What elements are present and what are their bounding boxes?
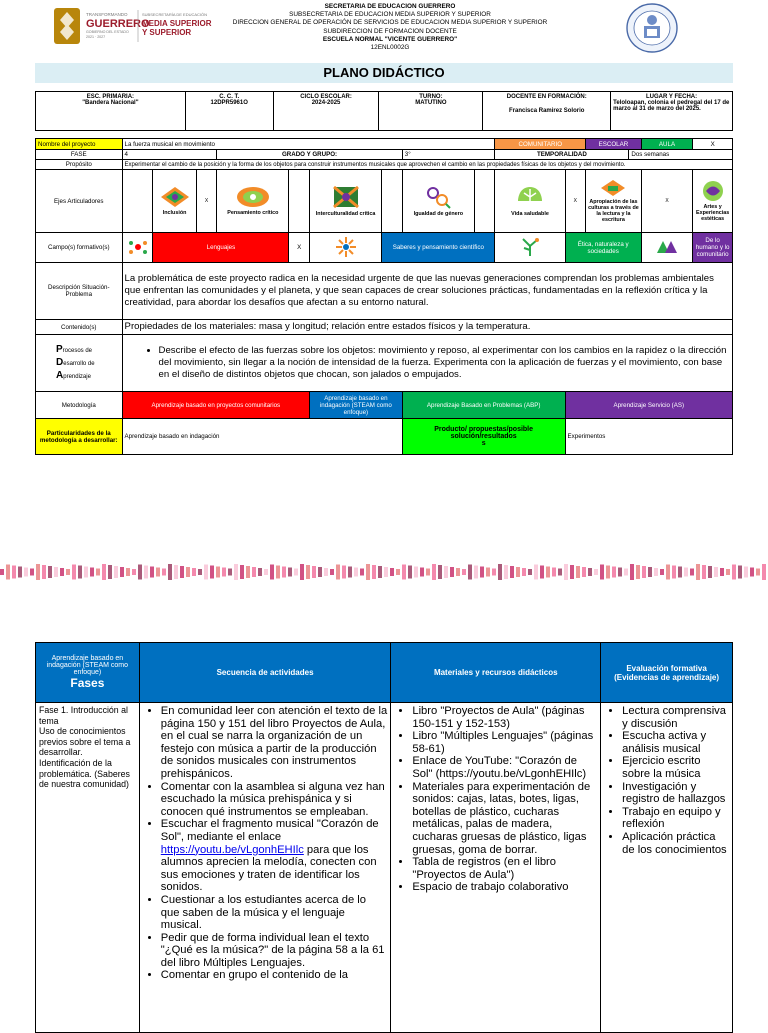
field-ethics: Ética, naturaleza y sociedades [565, 233, 641, 263]
activity-item: • Escuchar el fragmento musical "Corazón de Sol", mediante el enlace https://youtu.be/vLgonhEHIlc para que los alumnos aprecien la melodía, conecten con sus emociones y traten de identificar los sonidos. [161, 818, 388, 894]
arts-icon [698, 180, 728, 202]
activities-header: Secuencia de actividades [139, 643, 391, 703]
field-label: Campo(s) formativo(s) [36, 233, 123, 263]
border-stitch [264, 569, 268, 575]
border-stitch [168, 564, 172, 580]
activity-item: • Cuestionar a los estudiantes acerca de lo que saben de la música y el lenguaje musical. [161, 894, 388, 932]
border-stitch [420, 568, 424, 577]
svg-text:2021 · 2027: 2021 · 2027 [86, 35, 106, 39]
border-stitch [210, 566, 214, 579]
activities-cell [139, 703, 391, 1033]
border-stitch [438, 565, 442, 579]
border-stitch [618, 568, 622, 577]
border-stitch [114, 566, 118, 578]
border-stitch [174, 565, 178, 579]
content-label: Contenido(s) [36, 320, 123, 335]
svg-text:GOBIERNO DEL ESTADO: GOBIERNO DEL ESTADO [86, 30, 129, 34]
border-stitch [558, 569, 562, 576]
border-stitch [492, 569, 496, 576]
border-stitch [654, 568, 658, 576]
science-field-icon [335, 236, 357, 258]
phase-value: 4 [122, 150, 217, 160]
ethics-field-icon [519, 236, 541, 258]
methodology-problems: Aprendizaje Basado en Problemas (ABP) [402, 392, 565, 419]
field-science: Saberes y pensamiento científico [382, 233, 495, 263]
purpose-label: Propósito [36, 160, 123, 170]
border-stitch [312, 566, 316, 578]
scope-school: ESCOLAR [586, 139, 642, 150]
border-stitch [180, 566, 184, 578]
header-line: SUBDIRECCION DE FORMACION DOCENTE [323, 27, 457, 35]
border-stitch [192, 568, 196, 576]
evaluation-item: • Trabajo en equipo y reflexión [622, 806, 729, 831]
material-item: • Enlace de YouTube: "Corazón de Sol" (https://youtu.be/vLgonhEHIlc) [412, 755, 597, 780]
school-cell: ESC. PRIMARIA: "Bandera Nacional" [36, 92, 186, 131]
evaluation-item: • Investigación y registro de hallazgos [622, 781, 729, 806]
border-stitch [276, 566, 280, 579]
border-stitch [516, 567, 520, 577]
border-stitch [366, 564, 370, 580]
border-stitch [12, 566, 16, 579]
phase-1-cell: Fase 1. Introducción al tema Uso de conocimientos previos sobre el tema a desarrollar. Identificación de la problemática. (Saberes de nuestra comunidad) [36, 703, 140, 1033]
product-value: Experimentos [565, 419, 732, 455]
project-name-label: Nombre del proyecto [36, 139, 123, 150]
cultures-reading-icon [600, 179, 626, 197]
pda-label: Procesos de Desarrollo de Aprendizaje [36, 335, 123, 392]
field-languages: Lenguajes [153, 233, 289, 263]
header-line: ESCUELA NORMAL "VICENTE GUERRERO" [322, 35, 458, 43]
border-stitch [642, 566, 646, 578]
svg-text:SUBSECRETARÍA DE EDUCACIÓN: SUBSECRETARÍA DE EDUCACIÓN [142, 12, 208, 17]
border-stitch [636, 565, 640, 579]
methodology-service: Aprendizaje Servicio (AS) [565, 392, 732, 419]
page-title: PLANO DIDÁCTICO [35, 63, 733, 83]
border-stitch [372, 565, 376, 579]
activity-sequence-table [35, 642, 733, 1033]
duration-value: Dos semanas [629, 150, 733, 160]
border-stitch [132, 569, 136, 575]
scope-classroom: AULA [641, 139, 693, 150]
border-stitch [504, 565, 508, 579]
border-stitch [726, 569, 730, 575]
border-stitch [564, 564, 568, 580]
project-name-value: La fuerza musical en movimiento [122, 139, 495, 150]
duration-label: TEMPORALIDAD [495, 150, 629, 160]
teacher-cell: DOCENTE EN FORMACIÓN: Francisca Ramirez Solorio [483, 92, 611, 131]
field-mark: X [289, 233, 310, 263]
border-stitch [570, 565, 574, 579]
border-stitch [522, 568, 526, 576]
cct-cell: C. C. T. 12DPR5961O [185, 92, 273, 131]
border-stitch [258, 568, 262, 576]
header-line: SUBSECRETARIA DE EDUCACION MEDIA SUPERIOR Y SUPERIOR [289, 11, 491, 19]
border-stitch [708, 566, 712, 578]
border-stitch [354, 568, 358, 577]
border-stitch [282, 567, 286, 578]
border-stitch [6, 565, 10, 580]
border-stitch [744, 567, 748, 578]
border-stitch [630, 564, 634, 580]
border-stitch [624, 569, 628, 576]
border-stitch [24, 568, 28, 577]
border-stitch [702, 565, 706, 579]
guerrero-logo [52, 6, 212, 46]
border-stitch [720, 568, 724, 576]
border-stitch [498, 564, 502, 580]
border-stitch [138, 565, 142, 580]
axis-mark: X [565, 170, 586, 233]
border-stitch [246, 566, 250, 578]
border-stitch [318, 567, 322, 577]
border-stitch [120, 567, 124, 577]
axis-interculturality: Interculturalidad crítica [310, 170, 382, 233]
problem-description: La problemática de este proyecto radica en la necesidad urgente de que las nuevas generaciones comprendan los problemas ambientales que enfrentan las comunidades y el planeta, y que sean capaces de crear soluciones prácticas, fundamentadas en la reflexión crítica y la creatividad, para abordar los desafíos que afectan a su entorno natural. [122, 263, 732, 320]
evaluation-item: • Lectura comprensiva y discusión [622, 705, 729, 730]
material-item: • Tabla de registros (en el libro "Proyectos de Aula") [412, 856, 597, 881]
border-stitch [240, 565, 244, 579]
pda-item: • Describe el efecto de las fuerzas sobre los objetos: movimiento y reposo, al experimentar con los cambios en la rapidez o la dirección del movimiento, sin llegar a la noción de intensidad de la fuerza. Experimenta con la aplicación de fuerzas y el movimiento, con base en el diseño de distintos objetos que chocan, son jalados o empujados. [159, 345, 730, 381]
border-stitch [588, 568, 592, 576]
border-stitch [738, 566, 742, 579]
school-info-table [35, 91, 733, 131]
cycle-cell: CICLO ESCOLAR: 2024-2025 [273, 92, 379, 131]
activity-item: • Pedir que de forma individual lean el texto "¿Qué es la música?" de la página 58 a la 61 del libro Múltiples Lenguajes. [161, 932, 388, 970]
scope-classroom-mark: X [693, 139, 733, 150]
axis-gender-equality: Igualdad de género [402, 170, 474, 233]
border-stitch [222, 568, 226, 577]
border-stitch [216, 567, 220, 578]
border-stitch [252, 567, 256, 577]
border-stitch [396, 569, 400, 575]
border-stitch [600, 565, 604, 580]
border-stitch [582, 567, 586, 577]
border-stitch [606, 566, 610, 579]
product-label: Producto/ propuestas/posible solución/resultados s [402, 419, 565, 455]
activity-item: • En comunidad leer con atención el texto de la página 150 y 151 del libro Proyectos de Aula, en el cual se narra la organización de un festejo con música a partir de la producción de sonidos musicales con instrumentos prehispánicos. [161, 705, 388, 781]
human-community-field-icon [655, 237, 679, 257]
methodology-label: Metodología [36, 392, 123, 419]
border-stitch [348, 567, 352, 578]
border-stitch [462, 569, 466, 575]
border-stitch [84, 567, 88, 578]
border-stitch [540, 566, 544, 579]
evaluation-cell [601, 703, 733, 1033]
border-stitch [336, 565, 340, 580]
border-stitch [300, 564, 304, 580]
problem-label: Descripción Situación- Problema [36, 263, 123, 320]
evaluation-header: Evaluación formativa (Evidencias de aprendizaje) [601, 643, 733, 703]
border-stitch [66, 569, 70, 575]
border-stitch [486, 568, 490, 577]
header-line: SECRETARIA DE EDUCACION GUERRERO [324, 3, 456, 10]
border-stitch [450, 567, 454, 577]
border-stitch [60, 568, 64, 576]
youtube-link[interactable]: https://youtu.be/vLgonhEHIlc [160, 843, 304, 856]
evaluation-item: • Escucha activa y análisis musical [622, 730, 729, 755]
methodology-community-projects: Aprendizaje basado en proyectos comunitarios [122, 392, 309, 419]
border-stitch [732, 565, 736, 580]
border-stitch [480, 567, 484, 578]
border-stitch [456, 568, 460, 576]
border-stitch [594, 569, 598, 575]
inclusion-icon [160, 186, 190, 208]
svg-text:TRANSFORMANDO: TRANSFORMANDO [86, 12, 128, 17]
border-stitch [534, 565, 538, 580]
border-stitch [234, 564, 238, 580]
phase-label: FASE [36, 150, 123, 160]
header-line: DIRECCION GENERAL DE OPERACIÓN DE SERVICIOS DE EDUCACION MEDIA SUPERIOR Y SUPERIOR [232, 19, 548, 27]
decorative-border [0, 560, 768, 584]
border-stitch [750, 568, 754, 577]
border-stitch [42, 565, 46, 579]
document-header [0, 0, 768, 64]
border-stitch [324, 568, 328, 576]
axis-inclusion: Inclusión [153, 170, 196, 233]
material-item: • Espacio de trabajo colaborativo [412, 881, 597, 894]
project-table [35, 138, 733, 455]
border-stitch [468, 565, 472, 580]
phases-header: Aprendizaje basado en indagación (STEAM como enfoque) Fases [36, 643, 140, 703]
border-stitch [72, 565, 76, 580]
activity-item: • Comentar con la asamblea si alguna vez han escuchado la música prehispánica y si conocen qué instrumentos se empleaban. [161, 781, 388, 819]
material-item: • Libro "Proyectos de Aula" (páginas 150-151 y 152-153) [412, 705, 597, 730]
border-stitch [660, 569, 664, 575]
border-stitch [330, 569, 334, 575]
materials-cell [391, 703, 601, 1033]
border-stitch [360, 569, 364, 576]
border-stitch [144, 566, 148, 579]
interculturality-icon [332, 185, 360, 209]
particularities-label: Particularidades de la metodología a desarrollar: [36, 419, 123, 455]
institution-lines [200, 3, 580, 52]
materials-header: Materiales y recursos didácticos [391, 643, 601, 703]
shift-cell: TURNO: MATUTINO [379, 92, 483, 131]
grade-label: GRADO Y GRUPO: [217, 150, 402, 160]
border-stitch [444, 566, 448, 578]
axis-mark: X [196, 170, 217, 233]
border-stitch [402, 565, 406, 580]
border-stitch [186, 567, 190, 577]
pda-value [122, 335, 732, 392]
axis-healthy-life: Vida saludable [495, 170, 565, 233]
border-stitch [390, 568, 394, 576]
border-stitch [126, 568, 130, 576]
border-stitch [552, 568, 556, 577]
border-stitch [108, 565, 112, 579]
border-stitch [48, 566, 52, 578]
border-stitch [18, 567, 22, 578]
school-seal-icon [624, 2, 680, 54]
methodology-inquiry: Aprendizaje basado en indagación (STEAM como enfoque) [310, 392, 403, 419]
border-stitch [204, 565, 208, 580]
border-stitch [408, 566, 412, 579]
border-stitch [384, 567, 388, 577]
border-stitch [294, 569, 298, 576]
border-stitch [30, 569, 34, 576]
border-stitch [78, 566, 82, 579]
border-stitch [576, 566, 580, 578]
border-stitch [690, 569, 694, 576]
axes-label: Ejes Articuladores [36, 170, 123, 233]
border-stitch [672, 566, 676, 579]
border-stitch [306, 565, 310, 579]
border-stitch [270, 565, 274, 580]
header-line: 12ENL0002G [370, 44, 410, 52]
border-stitch [156, 568, 160, 577]
svg-text:GUERRERO: GUERRERO [86, 18, 150, 30]
border-stitch [36, 564, 40, 580]
border-stitch [510, 566, 514, 578]
critical-thinking-icon [236, 186, 270, 208]
border-stitch [612, 567, 616, 578]
border-stitch [54, 567, 58, 577]
axis-arts: Artes y Experiencias estéticas [693, 170, 733, 233]
axis-critical-thinking: Pensamiento crítico [217, 170, 289, 233]
languages-field-icon [127, 237, 149, 257]
border-stitch [714, 567, 718, 577]
svg-text:MEDIA SUPERIOR: MEDIA SUPERIOR [142, 19, 212, 28]
grade-value: 3° [402, 150, 495, 160]
border-stitch [90, 568, 94, 577]
border-stitch [288, 568, 292, 577]
border-stitch [756, 569, 760, 576]
border-stitch [0, 569, 4, 575]
border-stitch [678, 567, 682, 578]
axis-cultures-reading: Apropiación de las culturas a través de la lectura y la escritura [586, 170, 642, 233]
border-stitch [528, 569, 532, 575]
material-item: • Libro "Múltiples Lenguajes" (páginas 58-61) [412, 730, 597, 755]
svg-text:Y SUPERIOR: Y SUPERIOR [142, 28, 192, 37]
border-stitch [648, 567, 652, 577]
scope-community: COMUNITARIO [495, 139, 586, 150]
healthy-life-icon [516, 185, 544, 209]
border-stitch [426, 569, 430, 576]
place-date-cell: LUGAR Y FECHA: Teloloapan, colonia el pedregal del 17 de marzo al 31 de marzo del 2025. [611, 92, 733, 131]
border-stitch [228, 569, 232, 576]
border-stitch [102, 564, 106, 580]
border-stitch [342, 566, 346, 579]
border-stitch [96, 569, 100, 576]
border-stitch [198, 569, 202, 575]
border-stitch [666, 565, 670, 580]
content-value: Propiedades de los materiales: masa y longitud; relación entre estados físicos y la temperatura. [122, 320, 732, 335]
border-stitch [162, 569, 166, 576]
particularities-value: Aprendizaje basado en indagación [122, 419, 402, 455]
gender-equality-icon [424, 185, 452, 209]
border-stitch [432, 564, 436, 580]
border-stitch [546, 567, 550, 578]
border-stitch [414, 567, 418, 578]
evaluation-item: • Ejercicio escrito sobre la música [622, 755, 729, 780]
activity-item: • Comentar en grupo el contenido de la [161, 969, 388, 982]
border-stitch [696, 564, 700, 580]
border-stitch [762, 564, 766, 580]
purpose-value: Experimentar el cambio de la posición y la forma de los objetos para construir instrumentos musicales que aprovechen el cambio en las propiedades físicas de los objetos y del movimiento. [122, 160, 732, 170]
axis-mark: X [641, 170, 693, 233]
border-stitch [150, 567, 154, 578]
material-item: • Materiales para experimentación de sonidos: cajas, latas, botes, ligas, botellas de plástico, cucharas metálicas, palas de madera, cucharas gruesas de plástico, ligas gruesas, goma de borrar. [412, 781, 597, 857]
evaluation-item: • Aplicación práctica de los conocimientos [622, 831, 729, 856]
field-human-community: De lo humano y lo comunitario [693, 233, 733, 263]
border-stitch [378, 566, 382, 578]
border-stitch [684, 568, 688, 577]
border-stitch [474, 566, 478, 579]
